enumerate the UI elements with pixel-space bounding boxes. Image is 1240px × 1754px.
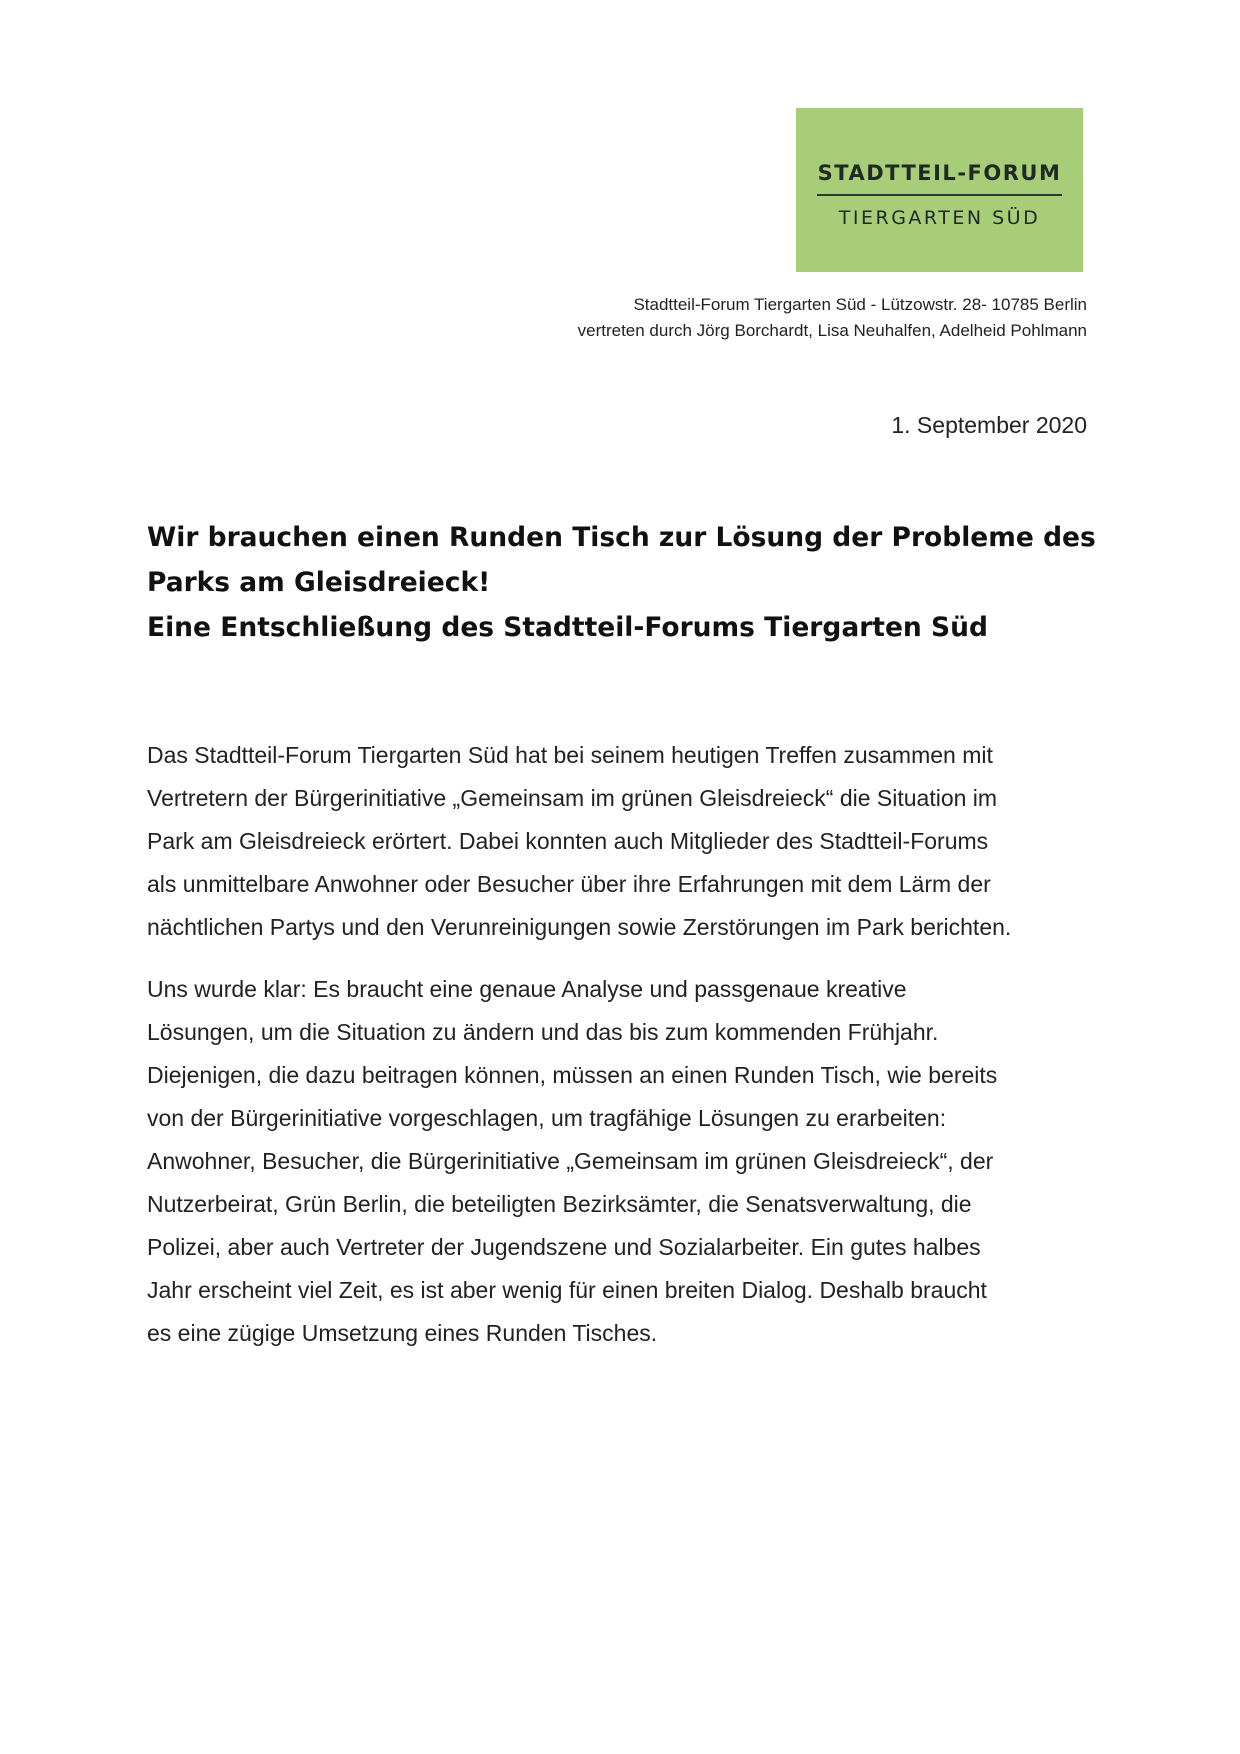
paragraph-line: Anwohner, Besucher, die Bürgerinitiative „Gemeinsam im grünen Gleisdreieck“, der (147, 1148, 994, 1174)
address-line-1: Stadtteil-Forum Tiergarten Süd - Lützowstr. 28- 10785 Berlin (633, 295, 1087, 314)
document-date: 1. September 2020 (891, 412, 1087, 438)
paragraph-line: Park am Gleisdreieck erörtert. Dabei konnten auch Mitglieder des Stadtteil-Forums (147, 828, 989, 854)
document-title (147, 515, 1107, 650)
address-line-2: vertreten durch Jörg Borchardt, Lisa Neuhalfen, Adelheid Pohlmann (577, 321, 1087, 340)
paragraph-line: Polizei, aber auch Vertreter der Jugendszene und Sozialarbeiter. Ein gutes halbes (147, 1234, 981, 1260)
paragraph-2 (147, 968, 1092, 1355)
organization-logo (796, 108, 1083, 272)
logo-line-1: STADTTEIL-FORUM (817, 161, 1062, 185)
paragraph-line: als unmittelbare Anwohner oder Besucher über ihre Erfahrungen mit dem Lärm der (147, 871, 991, 897)
paragraph-line: Vertretern der Bürgerinitiative „Gemeinsam im grünen Gleisdreieck“ die Situation im (147, 785, 998, 811)
paragraph-line: nächtlichen Partys und den Verunreinigungen sowie Zerstörungen im Park berichten. (147, 914, 1012, 940)
logo-divider (817, 194, 1062, 196)
paragraph-line: Diejenigen, die dazu beitragen können, müssen an einen Runden Tisch, wie bereits (147, 1062, 998, 1088)
paragraph-line: es eine zügige Umsetzung eines Runden Tisches. (147, 1320, 658, 1346)
paragraph-line: Nutzerbeirat, Grün Berlin, die beteiligten Bezirksämter, die Senatsverwaltung, die (147, 1191, 972, 1217)
paragraph-line: Lösungen, um die Situation zu ändern und das bis zum kommenden Frühjahr. (147, 1019, 939, 1045)
title-line-3: Eine Entschließung des Stadtteil-Forums Tiergarten Süd (147, 612, 988, 643)
logo-line-2: TIERGARTEN SÜD (838, 207, 1041, 229)
paragraph-1 (147, 734, 1092, 949)
title-line-2: Parks am Gleisdreieck! (147, 567, 491, 598)
sender-address (578, 292, 1087, 344)
paragraph-line: von der Bürgerinitiative vorgeschlagen, um tragfähige Lösungen zu erarbeiten: (147, 1105, 947, 1131)
paragraph-line: Uns wurde klar: Es braucht eine genaue Analyse und passgenaue kreative (147, 976, 907, 1002)
paragraph-line: Das Stadtteil-Forum Tiergarten Süd hat bei seinem heutigen Treffen zusammen mit (147, 742, 993, 768)
title-line-1: Wir brauchen einen Runden Tisch zur Lösung der Probleme des (147, 522, 1096, 553)
document-body (147, 734, 1092, 1374)
paragraph-line: Jahr erscheint viel Zeit, es ist aber wenig für einen breiten Dialog. Deshalb braucht (147, 1277, 987, 1303)
